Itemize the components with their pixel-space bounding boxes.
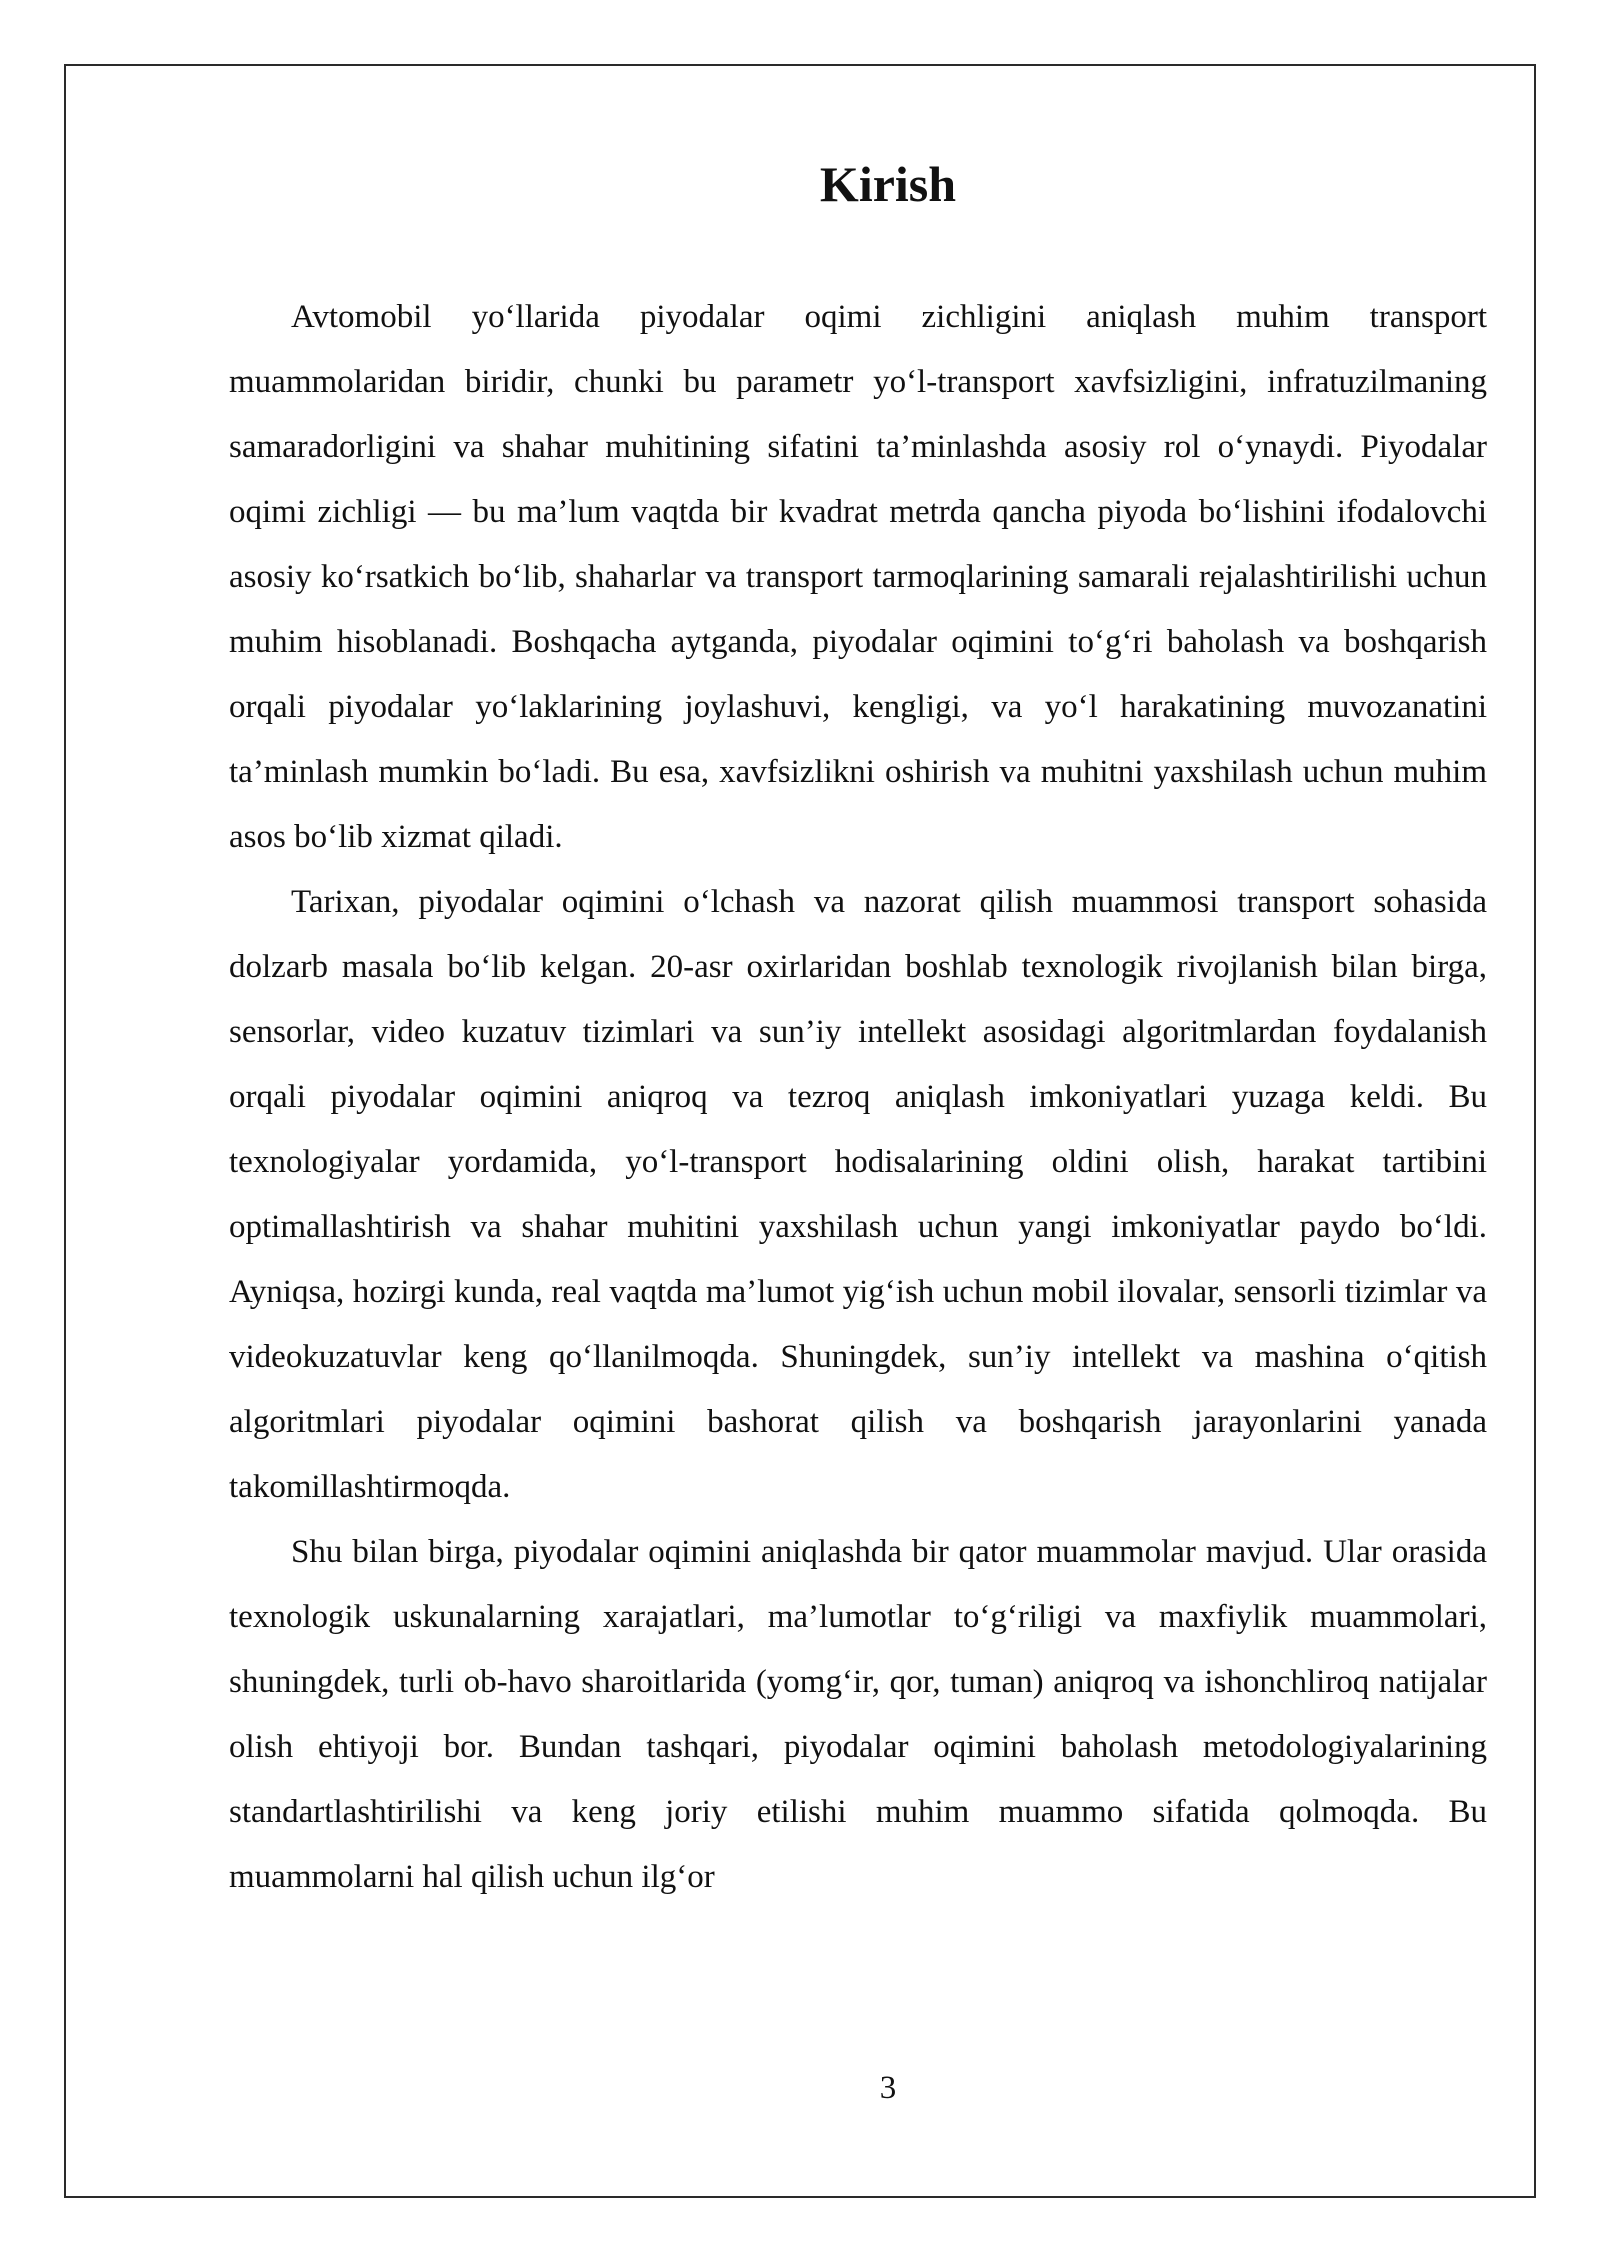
paragraph-2: Tarixan, piyodalar oqimini o‘lchash va nazorat qilish muammosi transport sohasida dolzarb masala bo‘lib kelgan. 20-asr oxirlaridan boshlab texnologik rivojlanish bilan birga, sensorlar, video kuzatuv tizimlari va sun’iy intellekt asosidagi algoritmlardan foydalanish orqali piyodalar oqimini aniqroq va tezroq aniqlash imkoniyatlari yuzaga keldi. Bu texnologiyalar yordamida, yo‘l-transport hodisalarining oldini olish, harakat tartibini optimallashtirish va shahar muhitini yaxshilash uchun yangi imkoniyatlar paydo bo‘ldi. Ayniqsa, hozirgi kunda, real vaqtda ma’lumot yig‘ish uchun mobil ilovalar, sensorli tizimlar va videokuzatuvlar keng qo‘llanilmoqda. Shuningdek, sun’iy intellekt va mashina o‘qitish algoritmlari piyodalar oqimini bashorat qilish va boshqarish jarayonlarini yanada takomillashtirmoqda. xyxy=(229,884,1487,1505)
page-number: 3 xyxy=(879,2070,897,2106)
paragraph-3: Shu bilan birga, piyodalar oqimini aniqlashda bir qator muammolar mavjud. Ular orasida texnologik uskunalarning xarajatlari, ma’lumotlar to‘g‘riligi va maxfiylik muammolari, shuningdek, turli ob-havo sharoitlarida (yomg‘ir, qor, tuman) aniqroq va ishonchliroq natijalar olish ehtiyoji bor. Bundan tashqari, piyodalar oqimini baholash metodologiyalarining standartlashtirilishi va keng joriy etilishi muhim muammo sifatida qolmoqda. Bu muammolarni hal qilish uchun ilg‘or xyxy=(229,1534,1487,1895)
paragraph-1: Avtomobil yo‘llarida piyodalar oqimi zichligini aniqlash muhim transport muammolaridan biridir, chunki bu parametr yo‘l-transport xavfsizligini, infratuzilmaning samaradorligini va shahar muhitining sifatini ta’minlashda asosiy rol o‘ynaydi. Piyodalar oqimi zichligi — bu ma’lum vaqtda bir kvadrat metrda qancha piyoda bo‘lishini ifodalovchi asosiy ko‘rsatkich bo‘lib, shaharlar va transport tarmoqlarining samarali rejalashtirilishi uchun muhim hisoblanadi. Boshqacha aytganda, piyodalar oqimini to‘g‘ri baholash va boshqarish orqali piyodalar yo‘laklarining joylashuvi, kengligi, va yo‘l harakatining muvozanatini ta’minlash mumkin bo‘ladi. Bu esa, xavfsizlikni oshirish va muhitni yaxshilash uchun muhim asos bo‘lib xizmat qiladi. xyxy=(229,299,1487,855)
page-title: Kirish xyxy=(819,156,957,212)
body-text xyxy=(229,285,1487,1910)
